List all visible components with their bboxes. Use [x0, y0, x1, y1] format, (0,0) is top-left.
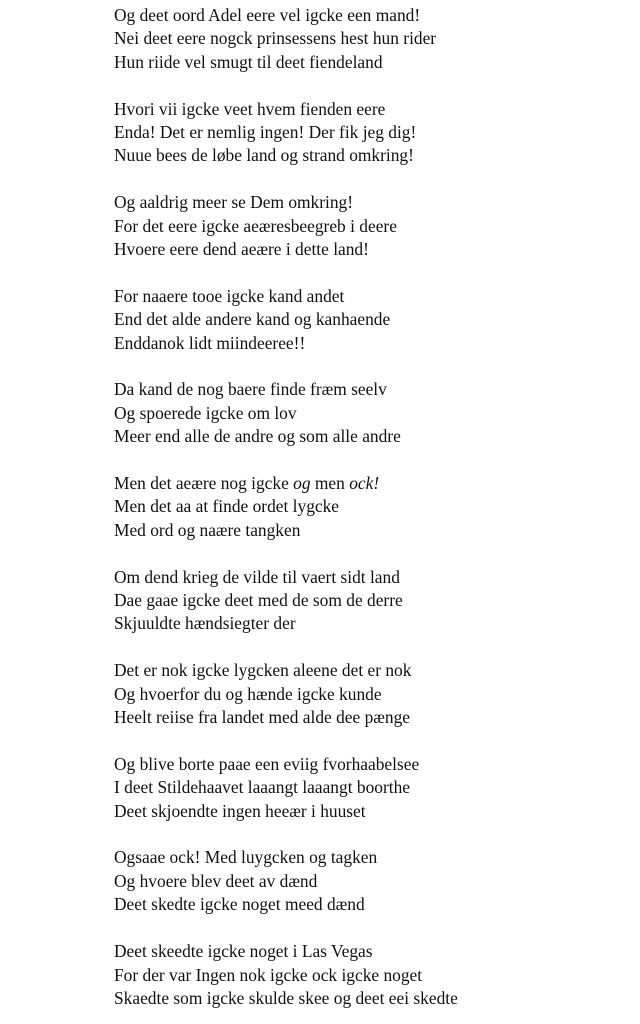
poem-line: Og blive borte paae een eviig fvorhaabelsee — [114, 753, 420, 774]
poem-line: End det alde andere kand og kanhaende — [114, 309, 391, 330]
poem-line: Hun riide vel smugt til deet fiendeland — [114, 51, 383, 72]
mixed-part-2-italic: og — [293, 473, 311, 494]
poem-line: Deet skedte igcke noget meed dænd — [114, 894, 365, 915]
poem-line: Og hvoerfor du og hænde igcke kunde — [114, 683, 382, 704]
poem-line: Og aaldrig meer se Dem omkring! — [114, 192, 354, 213]
poem-line: Dae gaae igcke deet med de som de derre — [114, 590, 403, 611]
poem-line: Enda! Det er nemlig ingen! Der fik jeg dig! — [114, 122, 417, 143]
stanza-11 — [114, 940, 634, 1010]
poem-line: Skaedte som igcke skulde skee og deet eei skedte — [114, 987, 458, 1008]
poem — [114, 4, 634, 1010]
poem-line: Og deet oord Adel eere vel igcke een mand! — [114, 5, 421, 25]
mixed-part-3: men — [310, 473, 350, 494]
poem-line-mixed — [114, 472, 634, 495]
poem-line: I deet Stildehaavet laaangt laaangt boorthe — [114, 777, 410, 798]
poem-line: Deet skjoendte ingen heeær i huuset — [114, 800, 366, 821]
poem-line: For det eere igcke aeæresbeegreb i deere — [114, 215, 397, 236]
poem-line: Og hvoere blev deet av dænd — [114, 870, 318, 891]
poem-line: Og spoerede igcke om lov — [114, 402, 297, 423]
poem-line: For naaere tooe igcke kand andet — [114, 285, 345, 306]
stanza-2 — [114, 98, 634, 168]
stanza-1 — [114, 4, 634, 74]
poem-line: Deet skeedte igcke noget i Las Vegas — [114, 941, 373, 962]
poem-line: Om dend krieg de vilde til vaert sidt land — [114, 566, 400, 587]
stanza-8 — [114, 659, 634, 729]
poem-line: Meer end alle de andre og som alle andre — [114, 426, 401, 447]
poem-line: Enddanok lidt miindeeree!! — [114, 332, 306, 353]
poem-line: Da kand de nog baere finde fræm seelv — [114, 379, 387, 400]
mixed-part-4-italic: ock! — [349, 473, 380, 494]
stanza-6 — [114, 472, 634, 542]
poem-line: For der var Ingen nok igcke ock igcke noget — [114, 964, 423, 985]
stanza-3 — [114, 191, 634, 261]
poem-line: Nuue bees de løbe land og strand omkring! — [114, 145, 414, 166]
mixed-part-1: Men det aeære nog igcke — [114, 473, 294, 494]
poem-line: Hvori vii igcke veet hvem fienden eere — [114, 98, 386, 119]
stanza-9 — [114, 753, 634, 823]
poem-line: Det er nok igcke lygcken aleene det er nok — [114, 660, 412, 681]
poem-line: Ogsaae ock! Med luygcken og tagken — [114, 847, 378, 868]
poem-line: Heelt reiise fra landet med alde dee pænge — [114, 707, 410, 728]
poem-line: Men det aa at finde ordet lygcke — [114, 496, 340, 517]
poem-line: Nei deet eere nogck prinsessens hest hun rider — [114, 28, 437, 49]
stanza-4 — [114, 285, 634, 355]
poem-line: Skjuuldte hændsiegter der — [114, 613, 296, 634]
poem-line: Med ord og naære tangken — [114, 519, 301, 540]
stanza-10 — [114, 846, 634, 916]
stanza-5 — [114, 378, 634, 448]
stanza-7 — [114, 566, 634, 636]
poem-line: Hvoere eere dend aeære i dette land! — [114, 239, 369, 260]
